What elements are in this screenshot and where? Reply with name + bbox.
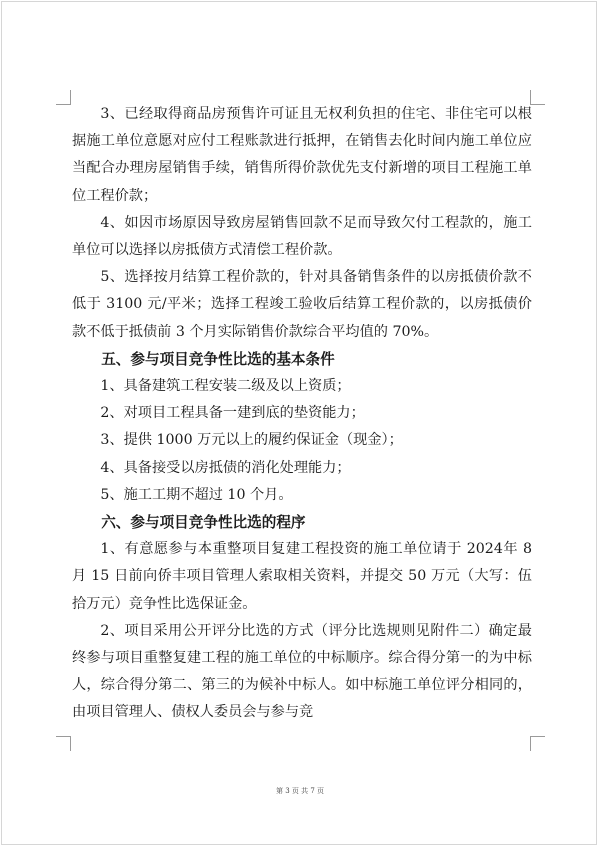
condition-item-4: 4、具备接受以房抵债的消化处理能力； <box>100 459 351 476</box>
document-body <box>72 101 532 727</box>
procedure-item-2: 2、项目采用公开评分比选的方式（评分比选规则见附件二）确定最终参与项目重整复建工程的施工单位的中标顺序。综合得分第一的为中标人，综合得分第二、第三的为候补中标人。如中标施工单位评分相同的，由项目管理人、债权人委员会与参与竞 <box>72 622 532 721</box>
section-heading-5: 五、参与项目竞争性比选的基本条件 <box>101 350 335 368</box>
crop-mark-top-right <box>530 90 545 105</box>
condition-item-1: 1、具备建筑工程安装二级及以上资质； <box>100 378 351 395</box>
paragraph-item-4: 4、如因市场原因导致房屋销售回款不足而导致欠付工程款的，施工单位可以选择以房抵债方式清偿工程价款。 <box>72 214 532 259</box>
paragraph-item-5: 5、选择按月结算工程价款的，针对具备销售条件的以房抵债价款不低于 3100 元/平米；选择工程竣工验收后结算工程价款的，以房抵债价款不低于抵债前 3 个月实际销售价款综合平均值的 70%。 <box>72 269 532 340</box>
paragraph-item-3: 3、已经取得商品房预售许可证且无权利负担的住宅、非住宅可以根据施工单位意愿对应付工程账款进行抵押，在销售去化时间内施工单位应当配合办理房屋销售手续，销售所得价款优先支付新增的项目工程施工单位工程价款； <box>72 106 532 204</box>
crop-mark-top-left <box>56 90 71 105</box>
section-heading-6: 六、参与项目竞争性比选的程序 <box>101 514 306 532</box>
page-number-footer: 第 3 页 共 7 页 <box>275 787 325 795</box>
condition-item-2: 2、对项目工程具备一建到底的垫资能力； <box>100 405 365 422</box>
crop-mark-bottom-left <box>56 736 71 751</box>
crop-mark-bottom-right <box>530 736 545 751</box>
procedure-item-1: 1、有意愿参与本重整项目复建工程投资的施工单位请于 2024年 8 月 15 日前向侨丰项目管理人索取相关资料，并提交 50 万元（大写：伍拾万元）竞争性比选保证金。 <box>72 541 532 612</box>
condition-item-5: 5、施工工期不超过 10 个月。 <box>100 486 293 503</box>
condition-item-3: 3、提供 1000 万元以上的履约保证金（现金）； <box>100 432 403 449</box>
